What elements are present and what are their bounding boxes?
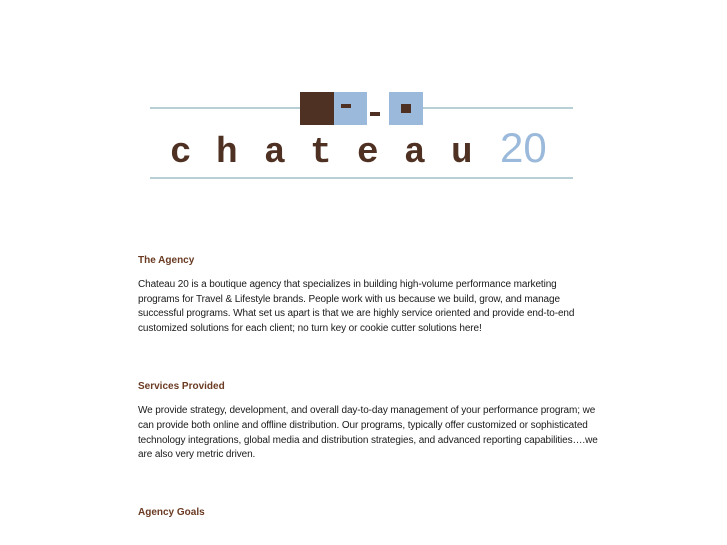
logo-top-line-left xyxy=(150,107,300,109)
logo-letter-u: u xyxy=(451,132,473,173)
logo-letter-h: h xyxy=(216,132,238,173)
chateau20-logo xyxy=(150,92,573,182)
logo-bottom-line xyxy=(150,177,573,179)
logo-dash-1 xyxy=(341,104,351,108)
logo-square-small xyxy=(401,104,411,113)
section-services-provided xyxy=(138,380,598,462)
logo-block-brown xyxy=(300,92,334,125)
section-text-services: We provide strategy, development, and overall day-to-day management of your performance program; we can provide both online and offline distribution. Our programs, typically offer customized or sophisticated technology integrations, global media and distribution strategies, and advanced reporting capabilities….we are also very metric driven. xyxy=(138,405,598,461)
main-content xyxy=(138,254,598,520)
logo-top-line-right xyxy=(423,107,573,109)
section-text-agency: Chateau 20 is a boutique agency that specializes in building high-volume performance marketing programs for Travel & Lifestyle brands. People work with us because we build, grow, and manage successful programs. What set us apart is that we are highly service oriented and provide end-to-end customized solutions for each client; no turn key or cookie cutter solutions here! xyxy=(138,279,575,334)
section-heading-agency: The Agency xyxy=(138,255,195,266)
logo-letter-a: a xyxy=(264,132,286,173)
logo-letter-a2: a xyxy=(404,132,426,173)
logo-letter-c: c xyxy=(170,132,192,173)
section-heading-services: Services Provided xyxy=(138,381,225,393)
logo-number: 20 xyxy=(500,124,547,171)
section-heading-goals: Agency Goals xyxy=(138,506,205,518)
section-the-agency xyxy=(138,254,598,336)
logo-letter-t: t xyxy=(310,132,332,173)
logo-dash-2 xyxy=(370,112,380,116)
section-agency-goals xyxy=(138,506,598,520)
logo-letter-e: e xyxy=(357,132,379,173)
logo-block-blue-1 xyxy=(334,92,367,125)
chateau20-logo-graphic xyxy=(150,92,573,182)
